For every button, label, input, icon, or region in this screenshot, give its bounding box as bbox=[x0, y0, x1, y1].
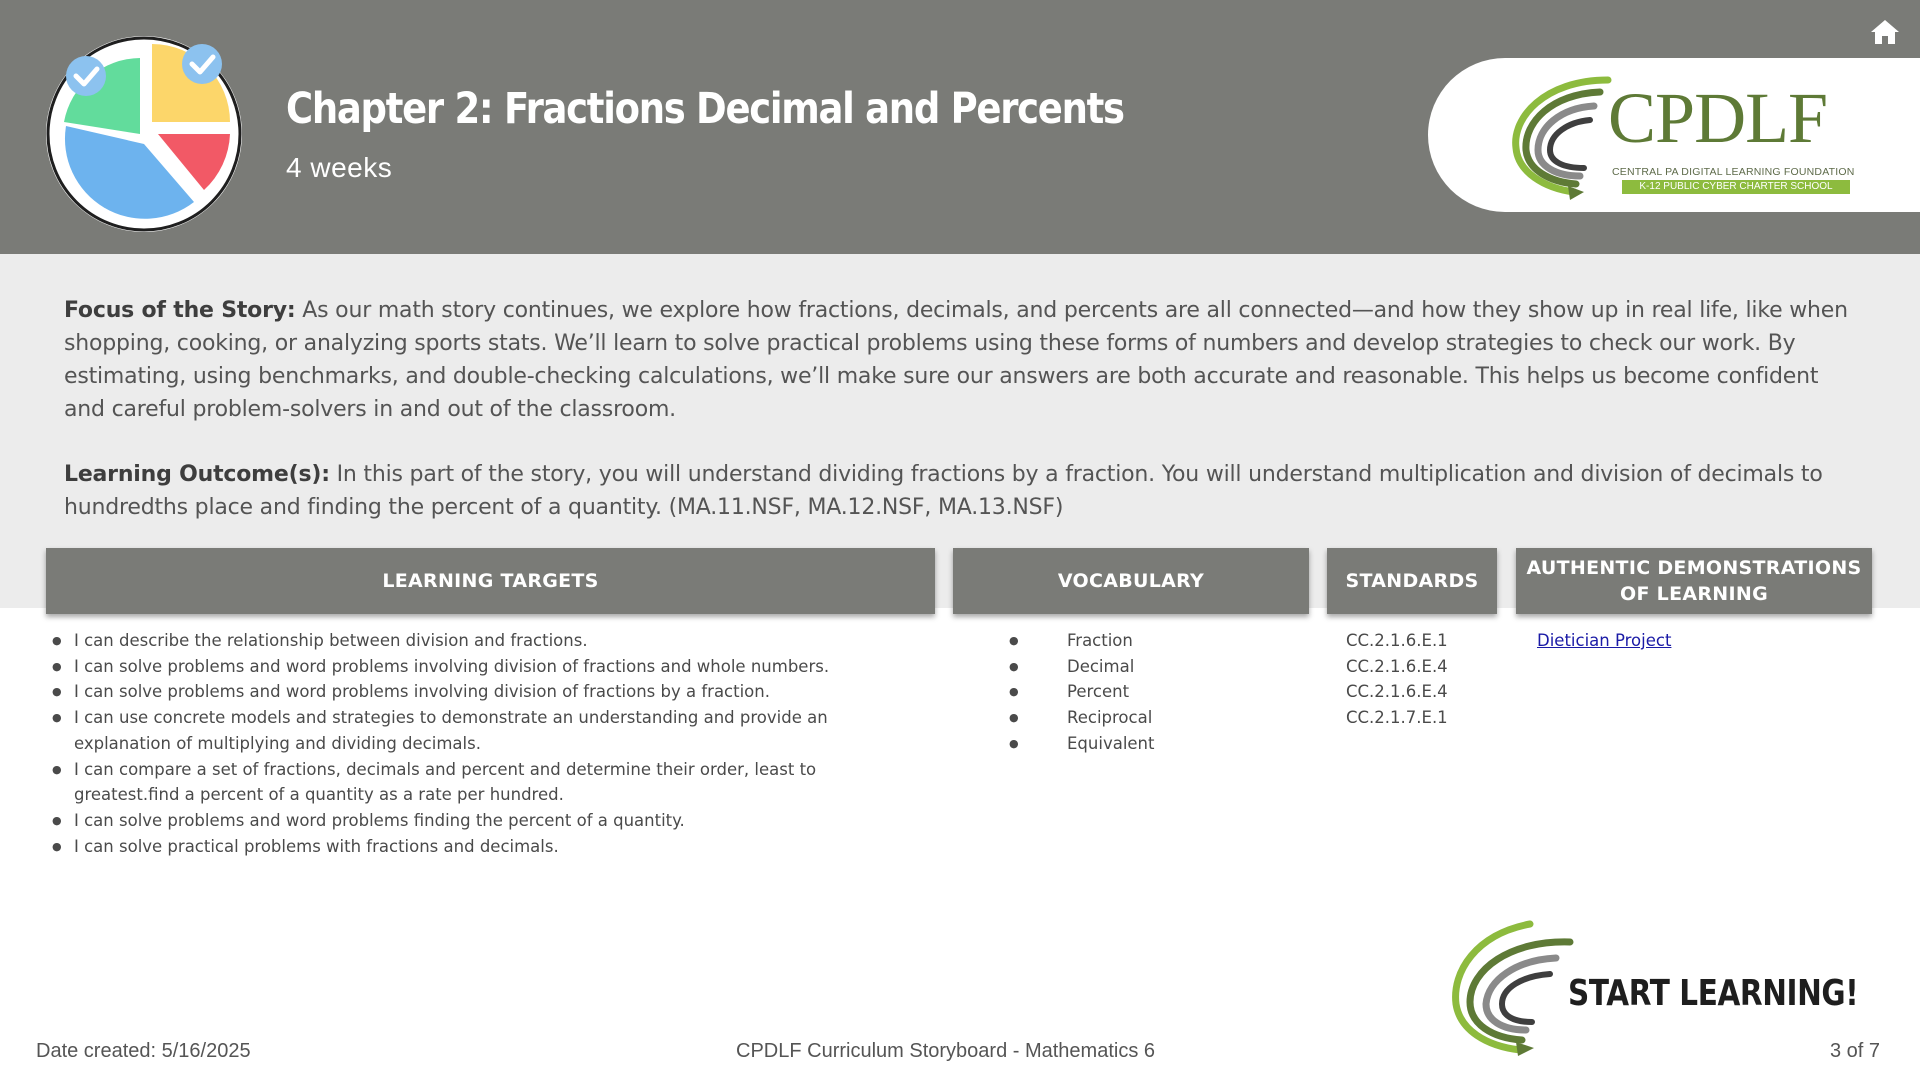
learning-target-item: ● I can use concrete models and strategies to demonstrate an understanding and provide an explanation of multiplying and dividing decimals. bbox=[52, 705, 920, 756]
school-logo bbox=[1428, 58, 1920, 212]
learning-target-item: ● I can describe the relationship between division and fractions. bbox=[52, 628, 920, 654]
focus-label: Focus of the Story: bbox=[64, 298, 296, 323]
outcome-paragraph bbox=[64, 458, 1854, 524]
learning-target-item: ● I can solve problems and word problems involving division of fractions and whole numbers. bbox=[52, 654, 920, 680]
outcome-text: In this part of the story, you will understand dividing fractions by a fraction. You will understand multiplication and division of decimals to hundredths place and finding the percent of a quantity. (MA.11.NSF, MA.12.NSF, MA.13.NSF) bbox=[64, 462, 1823, 520]
header-banner bbox=[0, 0, 1920, 254]
page-number: 3 of 7 bbox=[1830, 1040, 1881, 1062]
swoosh-logo-icon bbox=[1504, 68, 1614, 204]
vocabulary-item: ● Percent bbox=[1009, 679, 1289, 705]
vocabulary-item: ● Fraction bbox=[1009, 628, 1289, 654]
vocabulary-item: ● Reciprocal bbox=[1009, 705, 1289, 731]
start-swoosh-icon bbox=[1446, 920, 1576, 1056]
standards-header: STANDARDS bbox=[1327, 548, 1497, 614]
demonstrations-header-line2: OF LEARNING bbox=[1620, 583, 1768, 605]
demonstrations-header-line1: AUTHENTIC DEMONSTRATIONS bbox=[1526, 557, 1862, 579]
footer-title: CPDLF Curriculum Storyboard - Mathematics 6 bbox=[736, 1040, 1156, 1062]
logo-band: K-12 PUBLIC CYBER CHARTER SCHOOL bbox=[1622, 180, 1850, 194]
standard-item: CC.2.1.7.E.1 bbox=[1346, 708, 1448, 728]
vocabulary-item: ● Decimal bbox=[1009, 654, 1289, 680]
outcome-label: Learning Outcome(s): bbox=[64, 462, 330, 487]
logo-tagline: CENTRAL PA DIGITAL LEARNING FOUNDATION bbox=[1612, 166, 1855, 178]
standard-item: CC.2.1.6.E.4 bbox=[1346, 656, 1448, 676]
learning-target-item: ● I can solve practical problems with fractions and decimals. bbox=[52, 834, 920, 860]
learning-targets-header: LEARNING TARGETS bbox=[46, 548, 935, 614]
home-icon[interactable] bbox=[1870, 18, 1900, 46]
learning-targets-list bbox=[52, 628, 920, 859]
dietician-project-link[interactable]: Dietician Project bbox=[1537, 631, 1672, 650]
vocabulary-header: VOCABULARY bbox=[953, 548, 1309, 614]
focus-text: As our math story continues, we explore how fractions, decimals, and percents are all connected—and how they show up in real life, like when shopping, cooking, or analyzing sports stats. We’ll learn to solve practical problems using these forms of numbers and develop strategies to check our work. By estimating, using benchmarks, and double-checking calculations, we’ll make sure our answers are both accurate and reasonable. This helps us become confident and careful problem-solvers in and out of the classroom. bbox=[64, 298, 1848, 422]
vocabulary-item: ● Equivalent bbox=[1009, 731, 1289, 757]
start-learning-button[interactable]: START LEARNING! bbox=[1568, 973, 1859, 1014]
duration-subtitle: 4 weeks bbox=[286, 152, 393, 183]
standard-item: CC.2.1.6.E.1 bbox=[1346, 631, 1448, 650]
vocabulary-list bbox=[1009, 628, 1289, 757]
learning-target-item: ● I can compare a set of fractions, decimals and percent and determine their order, least to greatest.find a percent of a quantity as a rate per hundred. bbox=[52, 757, 920, 808]
learning-target-item: ● I can solve problems and word problems involving division of fractions by a fraction. bbox=[52, 679, 920, 705]
focus-paragraph bbox=[64, 294, 1854, 426]
logo-wordmark: CPDLF bbox=[1608, 78, 1828, 158]
demonstrations-header bbox=[1516, 548, 1872, 614]
standard-item: CC.2.1.6.E.4 bbox=[1346, 682, 1448, 702]
pie-chart-icon bbox=[44, 34, 244, 234]
date-created: Date created: 5/16/2025 bbox=[36, 1040, 251, 1062]
page-title: Chapter 2: Fractions Decimal and Percents bbox=[286, 84, 1124, 134]
learning-target-item: ● I can solve problems and word problems finding the percent of a quantity. bbox=[52, 808, 920, 834]
standards-list bbox=[1346, 628, 1506, 731]
